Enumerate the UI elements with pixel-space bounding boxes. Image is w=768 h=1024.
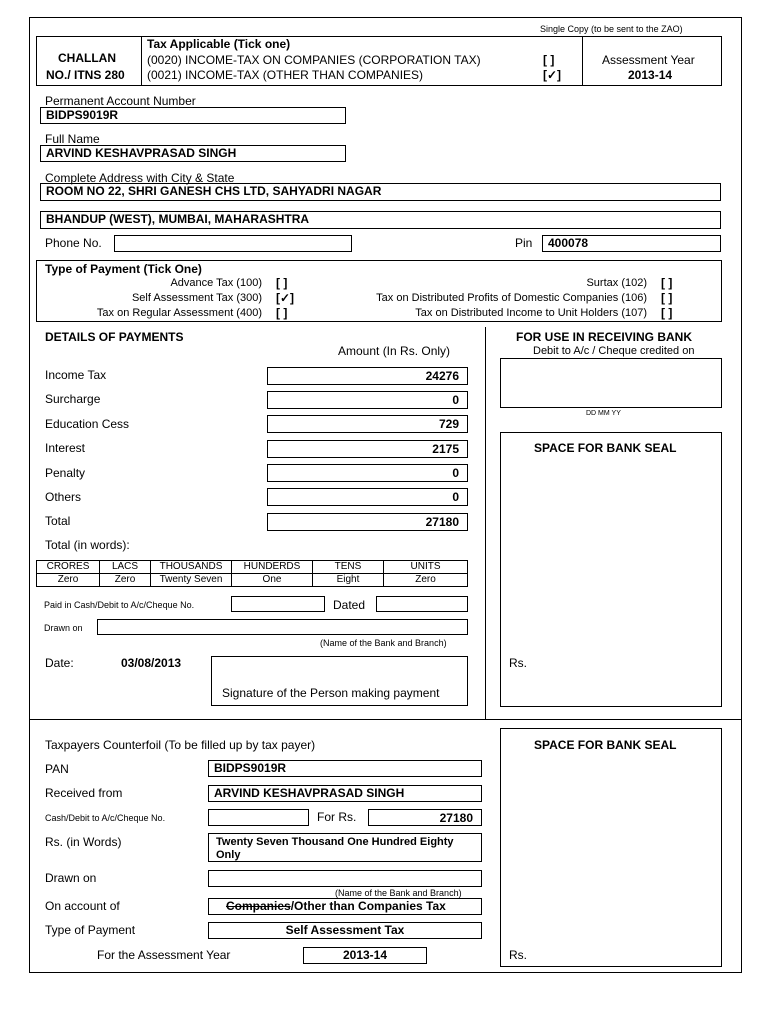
payments-heading: DETAILS OF PAYMENTS	[45, 330, 184, 344]
cf-bank-seal-label: SPACE FOR BANK SEAL	[534, 738, 677, 752]
cf-words-label: Rs. (in Words)	[45, 835, 122, 849]
payment-type-heading: Type of Payment (Tick One)	[45, 262, 202, 276]
crores-header: CRORES	[37, 561, 100, 574]
bank-seal-label: SPACE FOR BANK SEAL	[534, 441, 677, 455]
assessment-year-label: Assessment Year	[602, 53, 695, 67]
address-line1-field[interactable]: ROOM NO 22, SHRI GANESH CHS LTD, SAHYADRI NAGAR	[40, 183, 721, 201]
cf-account-value	[226, 899, 446, 913]
surtax-checkbox[interactable]: [ ]	[661, 276, 673, 290]
education-cess-label: Education Cess	[45, 417, 130, 431]
penalty-label: Penalty	[45, 466, 86, 480]
regular-assessment-checkbox[interactable]: [ ]	[276, 306, 288, 320]
cf-received-label: Received from	[45, 786, 123, 800]
address-label: Complete Address with City & State	[45, 171, 235, 185]
total-words-label: Total (in words):	[45, 538, 130, 552]
cf-type-label: Type of Payment	[45, 923, 136, 937]
bank-branch-note: (Name of the Bank and Branch)	[320, 638, 447, 648]
option-0021-checkbox[interactable]: [✓]	[543, 68, 562, 82]
date-value: 03/08/2013	[121, 656, 182, 670]
total-label: Total	[45, 514, 71, 528]
cf-cheque-field[interactable]	[208, 809, 309, 826]
interest-label: Interest	[45, 441, 86, 455]
total-amount[interactable]: 27180	[267, 513, 468, 531]
distributed-income-label: Tax on Distributed Income to Unit Holders (107)	[415, 307, 647, 319]
header-divider-right	[582, 36, 583, 86]
surtax-label: Surtax (102)	[586, 277, 647, 289]
dated-field[interactable]	[376, 596, 468, 612]
amount-unit-label: Amount (In Rs. Only)	[338, 344, 451, 358]
units-header: UNITS	[384, 561, 468, 574]
phone-label: Phone No.	[45, 236, 102, 250]
cf-year-label: For the Assessment Year	[97, 948, 231, 962]
drawn-on-label: Drawn on	[44, 623, 83, 633]
distributed-income-checkbox[interactable]: [ ]	[661, 306, 673, 320]
cf-drawn-on-field[interactable]	[208, 870, 482, 887]
bank-seal-box	[500, 432, 722, 707]
advance-tax-label: Advance Tax (100)	[170, 277, 262, 289]
cf-bank-branch-note: (Name of the Bank and Branch)	[335, 888, 462, 898]
assessment-year-value: 2013-14	[628, 68, 673, 82]
full-name-field[interactable]: ARVIND KESHAVPRASAD SINGH	[40, 145, 346, 162]
signature-label: Signature of the Person making payment	[222, 686, 440, 700]
bank-heading: FOR USE IN RECEIVING BANK	[516, 330, 693, 344]
hundreds-header: HUNDERDS	[232, 561, 313, 574]
bank-rs-label: Rs.	[509, 656, 527, 670]
education-cess-amount[interactable]: 729	[267, 415, 468, 433]
cf-bank-rs-label: Rs.	[509, 948, 527, 962]
drawn-on-field[interactable]	[97, 619, 468, 635]
tens-value[interactable]: Eight	[313, 574, 384, 587]
date-label: Date:	[45, 656, 74, 670]
cf-account-struck: Companies	[226, 899, 291, 913]
regular-assessment-label: Tax on Regular Assessment (400)	[96, 307, 262, 319]
full-name-label: Full Name	[45, 132, 100, 146]
date-format-hint: DD MM YY	[586, 410, 621, 417]
option-0020-label: (0020) INCOME-TAX ON COMPANIES (CORPORATION TAX)	[147, 53, 481, 67]
cf-words-line1: Twenty Seven Thousand One Hundred Eighty	[216, 836, 454, 848]
cf-pan-field[interactable]: BIDPS9019R	[208, 760, 482, 777]
option-0021-label: (0021) INCOME-TAX (OTHER THAN COMPANIES)	[147, 68, 424, 82]
header-divider-left	[141, 36, 142, 86]
surcharge-amount[interactable]: 0	[267, 391, 468, 409]
self-assessment-label: Self Assessment Tax (300)	[131, 292, 262, 304]
cf-year-field[interactable]: 2013-14	[303, 947, 427, 964]
income-tax-amount[interactable]: 24276	[267, 367, 468, 385]
cf-pan-label: PAN	[45, 762, 69, 776]
counterfoil-heading: Taxpayers Counterfoil (To be filled up by tax payer)	[45, 738, 316, 752]
cf-type-field[interactable]: Self Assessment Tax	[208, 922, 482, 939]
dated-label: Dated	[333, 598, 366, 612]
distributed-profits-label: Tax on Distributed Profits of Domestic Companies (106)	[376, 292, 647, 304]
units-value[interactable]: Zero	[384, 574, 468, 587]
cf-received-field[interactable]: ARVIND KESHAVPRASAD SINGH	[208, 785, 482, 802]
self-assessment-checkbox[interactable]: [✓]	[276, 291, 295, 305]
pan-label: Permanent Account Number	[45, 94, 196, 108]
thousands-header: THOUSANDS	[151, 561, 232, 574]
address-line2-field[interactable]: BHANDUP (WEST), MUMBAI, MAHARASHTRA	[40, 211, 721, 229]
single-copy-note: Single Copy (to be sent to the ZAO)	[540, 24, 683, 34]
interest-amount[interactable]: 2175	[267, 440, 468, 458]
tax-applicable-heading: Tax Applicable (Tick one)	[147, 37, 291, 51]
pin-label: Pin	[515, 236, 533, 250]
cf-bank-seal-box	[500, 728, 722, 967]
counterfoil-separator	[29, 719, 742, 720]
cf-for-rs-label: For Rs.	[317, 810, 357, 824]
penalty-amount[interactable]: 0	[267, 464, 468, 482]
lacs-header: LACS	[100, 561, 151, 574]
others-label: Others	[45, 490, 82, 504]
option-0020-checkbox[interactable]: [ ]	[543, 53, 555, 67]
distributed-profits-checkbox[interactable]: [ ]	[661, 291, 673, 305]
lacs-value[interactable]: Zero	[100, 574, 151, 587]
challan-number: NO./ ITNS 280	[46, 68, 125, 82]
advance-tax-checkbox[interactable]: [ ]	[276, 276, 288, 290]
crores-value[interactable]: Zero	[37, 574, 100, 587]
pin-field[interactable]: 400078	[542, 235, 721, 252]
others-amount[interactable]: 0	[267, 488, 468, 506]
total-words-table	[36, 560, 468, 587]
paid-in-label: Paid in Cash/Debit to A/c/Cheque No.	[44, 600, 195, 610]
cf-account-label: On account of	[45, 899, 120, 913]
cf-amount-field[interactable]: 27180	[368, 809, 482, 826]
phone-field[interactable]	[114, 235, 352, 252]
debit-date-box[interactable]	[500, 358, 722, 408]
cheque-number-field[interactable]	[231, 596, 325, 612]
cf-cash-label: Cash/Debit to A/c/Cheque No.	[45, 813, 166, 823]
debit-credited-label: Debit to A/c / Cheque credited on	[533, 345, 695, 357]
surcharge-label: Surcharge	[45, 392, 101, 406]
tens-header: TENS	[313, 561, 384, 574]
pan-field[interactable]: BIDPS9019R	[40, 107, 346, 124]
bank-column-divider	[485, 327, 486, 720]
cf-drawn-on-label: Drawn on	[45, 871, 97, 885]
cf-account-rest: /Other than Companies Tax	[290, 899, 446, 913]
income-tax-label: Income Tax	[45, 368, 107, 382]
challan-title: CHALLAN	[58, 51, 116, 65]
cf-words-line2: Only	[216, 849, 241, 861]
thousands-value[interactable]: Twenty Seven	[151, 574, 232, 587]
hundreds-value[interactable]: One	[232, 574, 313, 587]
